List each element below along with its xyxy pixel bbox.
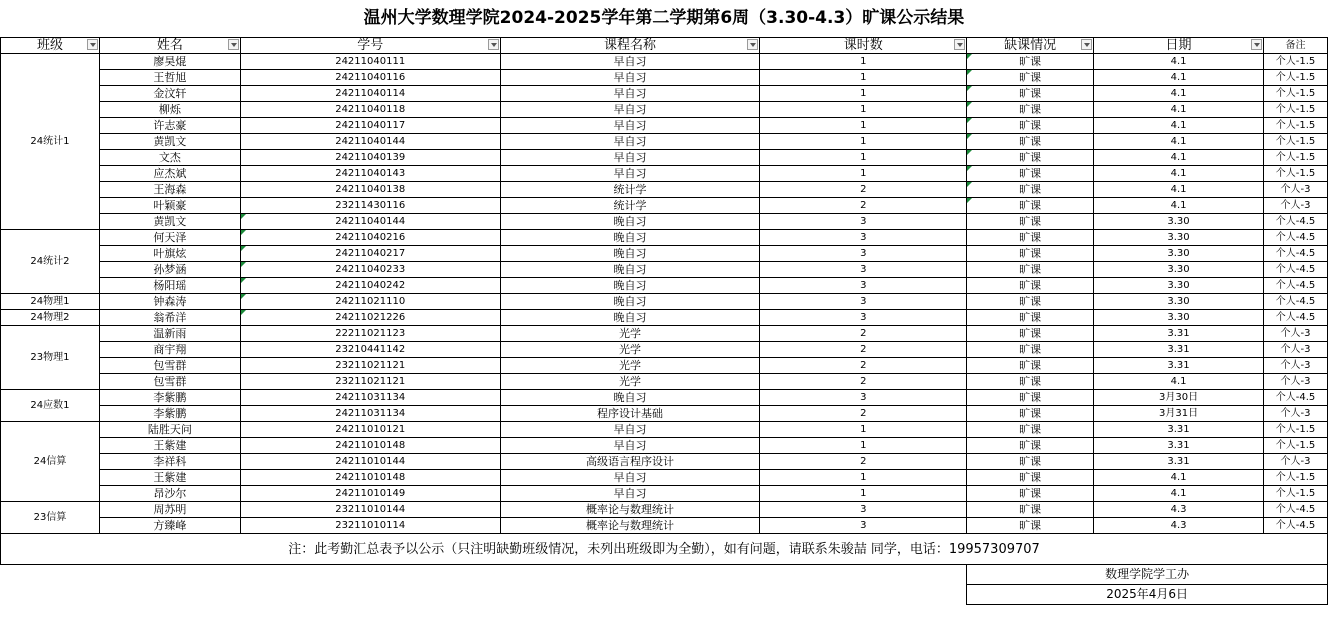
hours-cell[interactable]: 2	[760, 454, 967, 470]
status-cell[interactable]: 旷课	[967, 214, 1094, 230]
hours-cell[interactable]: 3	[760, 278, 967, 294]
header-row	[1, 38, 1328, 54]
course-cell[interactable]: 早自习	[500, 486, 760, 502]
id-cell[interactable]: 24211040114	[240, 86, 500, 102]
name-cell[interactable]: 廖昊焜	[99, 54, 240, 70]
hours-cell[interactable]: 1	[760, 118, 967, 134]
blank-cell	[1, 565, 967, 585]
name-cell[interactable]: 文杰	[99, 150, 240, 166]
course-cell[interactable]: 晚自习	[500, 294, 760, 310]
note-cell[interactable]: 个人-4.5	[1263, 214, 1327, 230]
hours-cell[interactable]: 1	[760, 166, 967, 182]
course-cell[interactable]: 晚自习	[500, 246, 760, 262]
table-row	[1, 262, 1328, 278]
status-cell[interactable]: 旷课	[967, 310, 1094, 326]
table-row	[1, 294, 1328, 310]
signature-office: 数理学院学工办	[967, 565, 1328, 585]
status-cell[interactable]: 旷课	[967, 406, 1094, 422]
name-cell[interactable]: 金汶轩	[99, 86, 240, 102]
table-row	[1, 390, 1328, 406]
course-cell[interactable]: 高级语言程序设计	[500, 454, 760, 470]
course-cell[interactable]: 光学	[500, 342, 760, 358]
note-cell[interactable]: 个人-3	[1263, 326, 1327, 342]
filter-dropdown-icon[interactable]	[1081, 39, 1092, 50]
header-class[interactable]	[1, 38, 100, 54]
name-cell[interactable]: 钟森涛	[99, 294, 240, 310]
class-cell[interactable]: 24统计1	[1, 54, 100, 230]
name-cell[interactable]: 翁希洋	[99, 310, 240, 326]
status-cell[interactable]: 旷课	[967, 182, 1094, 198]
course-cell[interactable]: 早自习	[500, 102, 760, 118]
name-cell[interactable]: 王紫建	[99, 438, 240, 454]
status-cell[interactable]: 旷课	[967, 54, 1094, 70]
table-row	[1, 422, 1328, 438]
date-cell[interactable]: 3月30日	[1094, 390, 1264, 406]
date-cell[interactable]: 4.1	[1094, 198, 1264, 214]
table-row	[1, 374, 1328, 390]
class-cell[interactable]: 23物理1	[1, 326, 100, 390]
table-row	[1, 182, 1328, 198]
course-cell[interactable]: 早自习	[500, 470, 760, 486]
table-row	[1, 406, 1328, 422]
note-cell[interactable]: 个人-1.5	[1263, 470, 1327, 486]
date-cell[interactable]: 3.30	[1094, 278, 1264, 294]
id-cell[interactable]: 24211010149	[240, 486, 500, 502]
hours-cell[interactable]: 1	[760, 422, 967, 438]
table-row	[1, 166, 1328, 182]
status-cell[interactable]: 旷课	[967, 502, 1094, 518]
hours-cell[interactable]: 1	[760, 86, 967, 102]
header-date-label: 日期	[1165, 38, 1192, 53]
course-cell[interactable]: 统计学	[500, 182, 760, 198]
hours-cell[interactable]: 1	[760, 102, 967, 118]
status-cell[interactable]: 旷课	[967, 118, 1094, 134]
date-cell[interactable]: 3.30	[1094, 246, 1264, 262]
table-row	[1, 518, 1328, 534]
date-cell[interactable]: 4.1	[1094, 150, 1264, 166]
status-cell[interactable]: 旷课	[967, 326, 1094, 342]
name-cell[interactable]: 杨阳瑶	[99, 278, 240, 294]
note-cell[interactable]: 个人-1.5	[1263, 54, 1327, 70]
note-cell[interactable]: 个人-4.5	[1263, 294, 1327, 310]
header-hours[interactable]	[760, 38, 967, 54]
blank-cell	[1, 585, 967, 605]
status-cell[interactable]: 旷课	[967, 342, 1094, 358]
date-cell[interactable]: 3.31	[1094, 454, 1264, 470]
note-cell[interactable]: 个人-1.5	[1263, 486, 1327, 502]
class-cell[interactable]: 24统计2	[1, 230, 100, 294]
id-cell[interactable]: 23211010144	[240, 502, 500, 518]
date-cell[interactable]: 4.1	[1094, 118, 1264, 134]
note-cell[interactable]: 个人-1.5	[1263, 134, 1327, 150]
name-cell[interactable]: 应杰斌	[99, 166, 240, 182]
hours-cell[interactable]: 1	[760, 470, 967, 486]
table-row	[1, 486, 1328, 502]
note-cell[interactable]: 个人-4.5	[1263, 246, 1327, 262]
header-name[interactable]	[99, 38, 240, 54]
status-cell[interactable]: 旷课	[967, 518, 1094, 534]
date-cell[interactable]: 4.1	[1094, 134, 1264, 150]
name-cell[interactable]: 李紫鹏	[99, 390, 240, 406]
filter-dropdown-icon[interactable]	[1251, 39, 1262, 50]
footer-note: 注：此考勤汇总表予以公示（只注明缺勤班级情况，未列出班级即为全勤），如有问题，请联系朱骏喆 同学，电话：19957309707	[1, 534, 1328, 565]
table-row	[1, 278, 1328, 294]
header-class-label: 班级	[36, 38, 63, 53]
status-cell[interactable]: 旷课	[967, 70, 1094, 86]
name-cell[interactable]: 王海森	[99, 182, 240, 198]
note-cell[interactable]: 个人-1.5	[1263, 86, 1327, 102]
date-cell[interactable]: 3月31日	[1094, 406, 1264, 422]
status-cell[interactable]: 旷课	[967, 470, 1094, 486]
note-cell[interactable]: 个人-1.5	[1263, 166, 1327, 182]
header-status[interactable]	[967, 38, 1094, 54]
class-cell[interactable]: 24应数1	[1, 390, 100, 422]
name-cell[interactable]: 王紫建	[99, 470, 240, 486]
date-cell[interactable]: 3.31	[1094, 438, 1264, 454]
table-row	[1, 86, 1328, 102]
course-cell[interactable]: 早自习	[500, 86, 760, 102]
status-cell[interactable]: 旷课	[967, 86, 1094, 102]
status-cell[interactable]: 旷课	[967, 278, 1094, 294]
note-cell[interactable]: 个人-1.5	[1263, 70, 1327, 86]
note-cell[interactable]: 个人-4.5	[1263, 310, 1327, 326]
status-cell[interactable]: 旷课	[967, 150, 1094, 166]
status-cell[interactable]: 旷课	[967, 486, 1094, 502]
name-cell[interactable]: 孙梦涵	[99, 262, 240, 278]
hours-cell[interactable]: 1	[760, 70, 967, 86]
name-cell[interactable]: 叶旗炫	[99, 246, 240, 262]
hours-cell[interactable]: 1	[760, 150, 967, 166]
table-row	[1, 70, 1328, 86]
name-cell[interactable]: 包雪群	[99, 358, 240, 374]
status-cell[interactable]: 旷课	[967, 134, 1094, 150]
class-cell[interactable]: 23信算	[1, 502, 100, 534]
hours-cell[interactable]: 3	[760, 390, 967, 406]
class-cell[interactable]: 24物理2	[1, 310, 100, 326]
hours-cell[interactable]: 3	[760, 518, 967, 534]
table-row	[1, 470, 1328, 486]
filter-dropdown-icon[interactable]	[954, 39, 965, 50]
id-cell[interactable]: 23211010114	[240, 518, 500, 534]
class-cell[interactable]: 24物理1	[1, 294, 100, 310]
course-cell[interactable]: 晚自习	[500, 262, 760, 278]
table-row	[1, 134, 1328, 150]
date-cell[interactable]: 3.31	[1094, 326, 1264, 342]
course-cell[interactable]: 统计学	[500, 198, 760, 214]
hours-cell[interactable]: 3	[760, 246, 967, 262]
note-cell[interactable]: 个人-3	[1263, 198, 1327, 214]
course-cell[interactable]: 光学	[500, 326, 760, 342]
course-cell[interactable]: 早自习	[500, 118, 760, 134]
hours-cell[interactable]: 2	[760, 406, 967, 422]
course-cell[interactable]: 概率论与数理统计	[500, 518, 760, 534]
date-cell[interactable]: 4.1	[1094, 470, 1264, 486]
header-note[interactable]	[1263, 38, 1327, 54]
name-cell[interactable]: 包雪群	[99, 374, 240, 390]
date-cell[interactable]: 3.30	[1094, 310, 1264, 326]
table-row	[1, 502, 1328, 518]
course-cell[interactable]: 程序设计基础	[500, 406, 760, 422]
filter-dropdown-icon[interactable]	[747, 39, 758, 50]
hours-cell[interactable]: 1	[760, 438, 967, 454]
header-id[interactable]	[240, 38, 500, 54]
id-cell[interactable]: 24211040139	[240, 150, 500, 166]
id-cell[interactable]: 24211040143	[240, 166, 500, 182]
note-cell[interactable]: 个人-1.5	[1263, 150, 1327, 166]
id-cell[interactable]: 24211010148	[240, 470, 500, 486]
name-cell[interactable]: 周苏明	[99, 502, 240, 518]
hours-cell[interactable]: 1	[760, 134, 967, 150]
signature-date: 2025年4月6日	[967, 585, 1328, 605]
course-cell[interactable]: 早自习	[500, 134, 760, 150]
note-cell[interactable]: 个人-4.5	[1263, 278, 1327, 294]
date-cell[interactable]: 4.1	[1094, 54, 1264, 70]
name-cell[interactable]: 方臻峰	[99, 518, 240, 534]
name-cell[interactable]: 李祥科	[99, 454, 240, 470]
table-row	[1, 118, 1328, 134]
id-cell[interactable]: 23211430116	[240, 198, 500, 214]
date-cell[interactable]: 4.1	[1094, 102, 1264, 118]
course-cell[interactable]: 早自习	[500, 166, 760, 182]
name-cell[interactable]: 许志豪	[99, 118, 240, 134]
class-cell[interactable]: 24信算	[1, 422, 100, 502]
table-row	[1, 198, 1328, 214]
id-cell[interactable]: 24211010148	[240, 438, 500, 454]
table-row	[1, 454, 1328, 470]
hours-cell[interactable]: 2	[760, 374, 967, 390]
hours-cell[interactable]: 1	[760, 486, 967, 502]
table-row	[1, 438, 1328, 454]
date-cell[interactable]: 3.31	[1094, 342, 1264, 358]
name-cell[interactable]: 李紫鹏	[99, 406, 240, 422]
note-cell[interactable]: 个人-3	[1263, 342, 1327, 358]
course-cell[interactable]: 早自习	[500, 438, 760, 454]
course-cell[interactable]: 光学	[500, 358, 760, 374]
table-row	[1, 230, 1328, 246]
date-cell[interactable]: 3.30	[1094, 214, 1264, 230]
note-cell[interactable]: 个人-1.5	[1263, 422, 1327, 438]
note-cell[interactable]: 个人-3	[1263, 454, 1327, 470]
date-cell[interactable]: 4.1	[1094, 182, 1264, 198]
filter-dropdown-icon[interactable]	[87, 39, 98, 50]
table-row	[1, 326, 1328, 342]
id-cell[interactable]: 24211040144	[240, 134, 500, 150]
status-cell[interactable]: 旷课	[967, 422, 1094, 438]
name-cell[interactable]: 商宇翔	[99, 342, 240, 358]
page-title: 温州大学数理学院2024-2025学年第二学期第6周（3.30-4.3）旷课公示结果	[1, 0, 1328, 38]
course-cell[interactable]: 早自习	[500, 422, 760, 438]
header-status-label: 缺课情况	[1004, 38, 1057, 53]
course-cell[interactable]: 早自习	[500, 54, 760, 70]
status-cell[interactable]: 旷课	[967, 390, 1094, 406]
note-cell[interactable]: 个人-3	[1263, 406, 1327, 422]
table-row	[1, 214, 1328, 230]
id-cell[interactable]: 24211040242	[240, 278, 500, 294]
id-cell[interactable]: 24211040144	[240, 214, 500, 230]
hours-cell[interactable]: 1	[760, 54, 967, 70]
id-cell[interactable]: 24211040116	[240, 70, 500, 86]
id-cell[interactable]: 24211040111	[240, 54, 500, 70]
status-cell[interactable]: 旷课	[967, 198, 1094, 214]
hours-cell[interactable]: 2	[760, 198, 967, 214]
name-cell[interactable]: 黄凯文	[99, 214, 240, 230]
date-cell[interactable]: 3.30	[1094, 230, 1264, 246]
id-cell[interactable]: 23211021121	[240, 374, 500, 390]
date-cell[interactable]: 4.1	[1094, 486, 1264, 502]
note-cell[interactable]: 个人-4.5	[1263, 390, 1327, 406]
name-cell[interactable]: 温新雨	[99, 326, 240, 342]
date-cell[interactable]: 4.1	[1094, 70, 1264, 86]
course-cell[interactable]: 光学	[500, 374, 760, 390]
note-cell[interactable]: 个人-4.5	[1263, 502, 1327, 518]
note-cell[interactable]: 个人-3	[1263, 374, 1327, 390]
status-cell[interactable]: 旷课	[967, 294, 1094, 310]
name-cell[interactable]: 黄凯文	[99, 134, 240, 150]
id-cell[interactable]: 24211040233	[240, 262, 500, 278]
id-cell[interactable]: 24211031134	[240, 406, 500, 422]
course-cell[interactable]: 晚自习	[500, 390, 760, 406]
status-cell[interactable]: 旷课	[967, 454, 1094, 470]
table-row	[1, 342, 1328, 358]
id-cell[interactable]: 23210441142	[240, 342, 500, 358]
date-cell[interactable]: 4.1	[1094, 86, 1264, 102]
status-cell[interactable]: 旷课	[967, 102, 1094, 118]
name-cell[interactable]: 何天泽	[99, 230, 240, 246]
date-cell[interactable]: 3.30	[1094, 262, 1264, 278]
date-cell[interactable]: 3.31	[1094, 422, 1264, 438]
status-cell[interactable]: 旷课	[967, 438, 1094, 454]
id-cell[interactable]: 24211031134	[240, 390, 500, 406]
id-cell[interactable]: 24211021110	[240, 294, 500, 310]
name-cell[interactable]: 柳烁	[99, 102, 240, 118]
date-cell[interactable]: 4.1	[1094, 374, 1264, 390]
hours-cell[interactable]: 2	[760, 182, 967, 198]
table-row	[1, 310, 1328, 326]
id-cell[interactable]: 24211040118	[240, 102, 500, 118]
header-date[interactable]	[1094, 38, 1264, 54]
hours-cell[interactable]: 3	[760, 230, 967, 246]
hours-cell[interactable]: 3	[760, 294, 967, 310]
table-row	[1, 102, 1328, 118]
filter-dropdown-icon[interactable]	[488, 39, 499, 50]
id-cell[interactable]: 24211010121	[240, 422, 500, 438]
header-course-label: 课程名称	[603, 38, 656, 53]
id-cell[interactable]: 23211021121	[240, 358, 500, 374]
status-cell[interactable]: 旷课	[967, 374, 1094, 390]
note-cell[interactable]: 个人-4.5	[1263, 518, 1327, 534]
status-cell[interactable]: 旷课	[967, 246, 1094, 262]
date-cell[interactable]: 4.1	[1094, 166, 1264, 182]
name-cell[interactable]: 叶颖豪	[99, 198, 240, 214]
id-cell[interactable]: 24211010144	[240, 454, 500, 470]
status-cell[interactable]: 旷课	[967, 358, 1094, 374]
hours-cell[interactable]: 2	[760, 358, 967, 374]
id-cell[interactable]: 24211040117	[240, 118, 500, 134]
course-cell[interactable]: 晚自习	[500, 310, 760, 326]
course-cell[interactable]: 晚自习	[500, 278, 760, 294]
date-cell[interactable]: 3.31	[1094, 358, 1264, 374]
id-cell[interactable]: 24211040217	[240, 246, 500, 262]
course-cell[interactable]: 晚自习	[500, 230, 760, 246]
id-cell[interactable]: 22211021123	[240, 326, 500, 342]
table-row	[1, 54, 1328, 70]
course-cell[interactable]: 早自习	[500, 150, 760, 166]
table-row	[1, 358, 1328, 374]
note-cell[interactable]: 个人-3	[1263, 182, 1327, 198]
note-cell[interactable]: 个人-4.5	[1263, 230, 1327, 246]
name-cell[interactable]: 陆胜天问	[99, 422, 240, 438]
hours-cell[interactable]: 3	[760, 310, 967, 326]
hours-cell[interactable]: 3	[760, 262, 967, 278]
name-cell[interactable]: 昂沙尔	[99, 486, 240, 502]
status-cell[interactable]: 旷课	[967, 230, 1094, 246]
hours-cell[interactable]: 2	[760, 342, 967, 358]
table-row	[1, 150, 1328, 166]
date-cell[interactable]: 3.30	[1094, 294, 1264, 310]
course-cell[interactable]: 概率论与数理统计	[500, 502, 760, 518]
hours-cell[interactable]: 3	[760, 502, 967, 518]
note-cell[interactable]: 个人-1.5	[1263, 118, 1327, 134]
hours-cell[interactable]: 2	[760, 326, 967, 342]
date-cell[interactable]: 4.3	[1094, 502, 1264, 518]
note-cell[interactable]: 个人-4.5	[1263, 262, 1327, 278]
header-name-label: 姓名	[156, 38, 183, 53]
filter-dropdown-icon[interactable]	[228, 39, 239, 50]
header-course[interactable]	[500, 38, 760, 54]
note-cell[interactable]: 个人-1.5	[1263, 102, 1327, 118]
hours-cell[interactable]: 3	[760, 214, 967, 230]
course-cell[interactable]: 晚自习	[500, 214, 760, 230]
course-cell[interactable]: 早自习	[500, 70, 760, 86]
name-cell[interactable]: 王哲旭	[99, 70, 240, 86]
header-id-label: 学号	[357, 38, 384, 53]
date-cell[interactable]: 4.3	[1094, 518, 1264, 534]
id-cell[interactable]: 24211021226	[240, 310, 500, 326]
table-row	[1, 246, 1328, 262]
header-hours-label: 课时数	[843, 38, 883, 53]
header-note-label: 备注	[1285, 40, 1306, 51]
status-cell[interactable]: 旷课	[967, 166, 1094, 182]
note-cell[interactable]: 个人-1.5	[1263, 438, 1327, 454]
id-cell[interactable]: 24211040216	[240, 230, 500, 246]
note-cell[interactable]: 个人-3	[1263, 358, 1327, 374]
id-cell[interactable]: 24211040138	[240, 182, 500, 198]
status-cell[interactable]: 旷课	[967, 262, 1094, 278]
